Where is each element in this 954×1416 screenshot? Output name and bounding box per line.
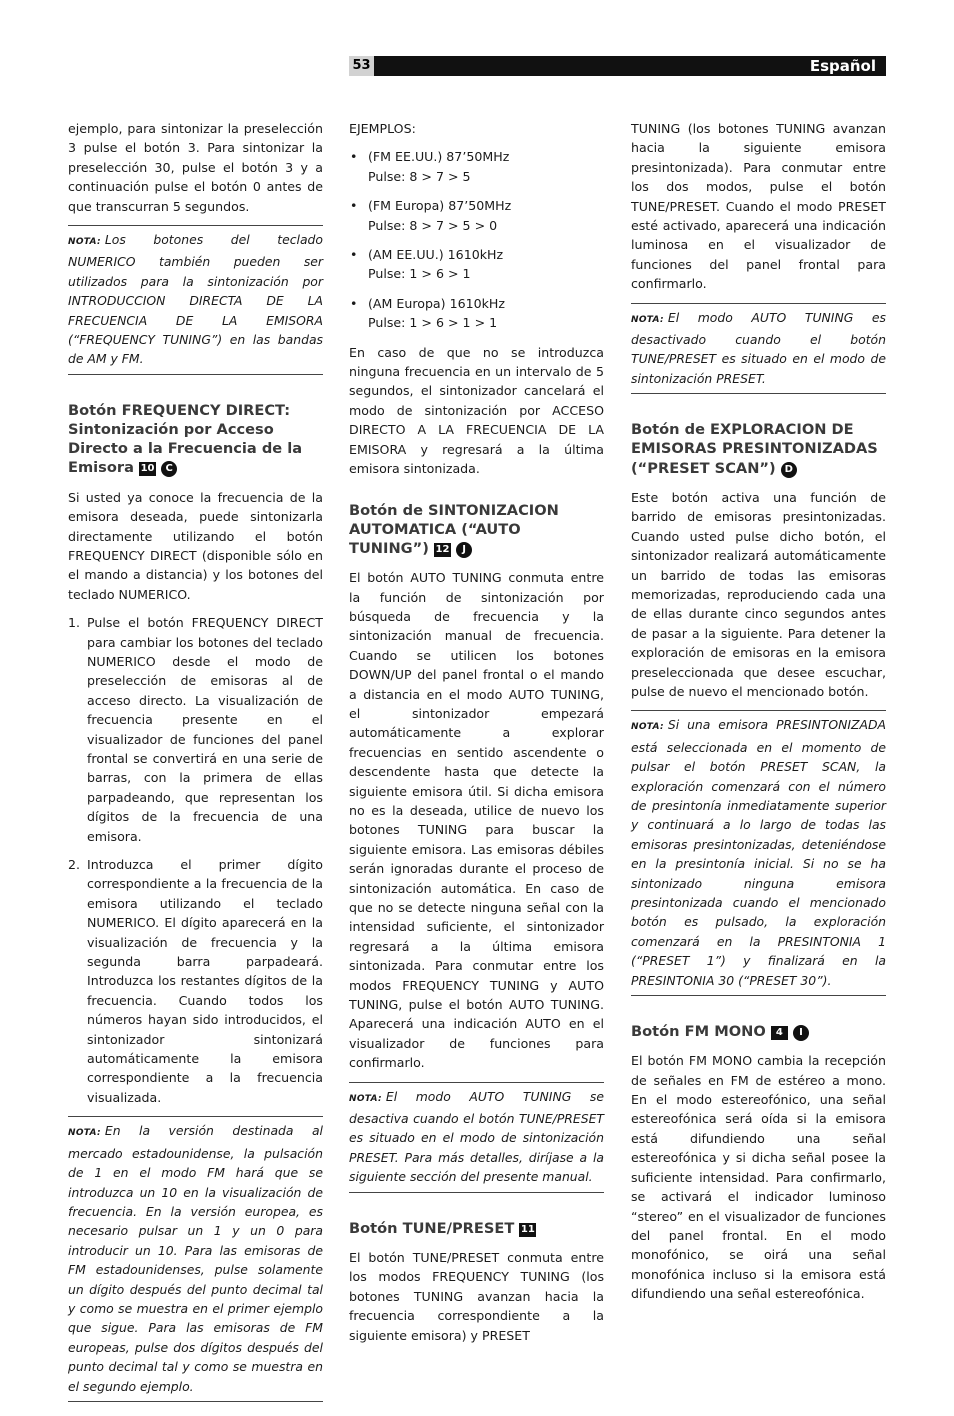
paragraph: El botón AUTO TUNING conmuta entre la función de sintonización por búsqueda de frecuencia y la sintonización manual de frecuencia. Cuando se utilicen los botones DOWN/UP del panel frontal o el mando a distancia en el modo AUTO TUNING, el sintonizador empezará automáticamente a explorar frecuencias en sentido ascendente o descendente hasta que detecte la siguiente emisora útil. Si dicha emisora no es la deseada, utilice de nuevo los botones TUNING para buscar la siguiente emisora. Las emisoras débiles serán ignoradas durante el proceso de sintonización automática. En caso de que no se detecte ninguna señal con la intensidad suficiente, el sintonizador regresará a la última emisora sintonizada. Para conmutar entre los modos FREQUENCY TUNING y AUTO TUNING, pulse el botón AUTO TUNING. Aparecerá una indicación AUTO en el visualizador de funciones para confirmarlo. [349, 570, 604, 1071]
heading-text: Botón FM MONO [631, 1023, 766, 1041]
section-heading-frequency-direct [68, 401, 323, 478]
paragraph: TUNING (los botones TUNING avanzan hacia la siguiente emisora presintonizada). Para conmutar entre los dos modos, pulse el botón TUNE/PRESET. Cuando el modo PRESET esté activado, aparecerá una indicación luminosa en el visualizador de funciones del panel frontal para confirmarlo. [631, 121, 886, 292]
square-number-badge: 4 [771, 1026, 788, 1040]
paragraph: Si usted ya conoce la frecuencia de la emisora deseada, puede sintonizarla directamente utilizando el botón FREQUENCY DIRECT (disponible sólo en el mando a distancia) y los botones del teclado NUMERICO. [68, 489, 323, 602]
bullet: • [350, 247, 358, 263]
bullet: • [350, 149, 358, 165]
note-text: En la versión destinada al mercado estadounidense, la pulsación de 1 en el modo FM hará que se introduzca un 10 en la visualización de frecuencia. En la versión europea, es necesario pulsar un 1 y un 0 para introducir un 10. Para las emisoras de FM estadounidenses, pulse solamente un dígito después del punto decimal tal y como se muestra en el primer ejemplo que sigue. Para las emisoras de FM europeas, pulse dos dígitos después del punto decimal tal y como se muestra en el segundo ejemplo. [68, 1123, 323, 1394]
circle-letter-badge: I [793, 1025, 809, 1041]
circle-letter-badge: D [781, 462, 797, 478]
example-sequence: Pulse: 1 > 6 > 1 > 1 [368, 315, 498, 331]
list-item [68, 613, 323, 846]
page-header [349, 56, 886, 76]
page-number: 53 [349, 56, 374, 76]
intro-paragraph: ejemplo, para sintonizar la preselección 3 pulse el botón 3. Para sintonizar la preselección 30, pulse el botón 3 y a continuación pulse el botón 0 antes de que transcurran 5 segundos. [68, 121, 323, 214]
list-item [349, 245, 604, 284]
note-label: NOTA: [349, 1093, 382, 1104]
note-box [68, 1116, 323, 1402]
circle-letter-badge: J [456, 542, 472, 558]
step-number: 1. [68, 615, 81, 631]
note-label: NOTA: [631, 722, 664, 733]
list-item [68, 855, 323, 1107]
square-number-badge: 12 [435, 543, 450, 555]
paragraph: El botón FM MONO cambia la recepción de señales en FM de estéreo a mono. En el modo estereofónico, una señal estereofónica será oída si la emisora está difundiendo una señal estereofónica y si dicha señal posee la suficiente intensidad. Para confirmarlo, se activará el indicador luminoso “stereo” en el visualizador de funciones del panel frontal. En el modo monofónico, se oirá una señal monofónica incluso si la emisora está difundiendo una señal estereofónica. [631, 1053, 886, 1302]
note-box [631, 303, 886, 395]
note-label: NOTA: [68, 237, 101, 248]
circle-letter-badge: C [161, 461, 177, 477]
list-item [349, 196, 604, 235]
steps-list [68, 613, 323, 1107]
note-label: NOTA: [631, 314, 664, 325]
heading-text: Botón FREQUENCY DIRECT: Sintonización por Acceso Directo a la Frecuencia de la Emisora [68, 401, 303, 477]
step-number: 2. [68, 857, 81, 872]
section-heading-fm-mono [631, 1022, 886, 1041]
bullet: • [350, 198, 358, 214]
note-text: El modo AUTO TUNING es desactivado cuando el botón TUNE/PRESET es situado en el modo de sintonización PRESET. [631, 309, 886, 386]
paragraph: El botón TUNE/PRESET conmuta entre los modos FREQUENCY TUNING (los botones TUNING avanzan hacia la frecuencia correspondiente a la siguiente emisora) y PRESET [349, 1249, 604, 1343]
note-text: El modo AUTO TUNING se desactiva cuando el botón TUNE/PRESET es situado en el modo de sintonización PRESET. Para más detalles, diríjase a la siguiente sección del presente manual. [349, 1088, 604, 1185]
note-text: Los botones del teclado NUMERICO también pueden ser utilizados para la sintonización por INTRODUCCION DIRECTA DE LA FRECUENCIA DE LA EMISORA (“FREQUENCY TUNING”) en las bandas de AM y FM. [68, 232, 323, 367]
example-title: (FM Europa) 87’50MHz [368, 198, 512, 214]
heading-text: Botón de EXPLORACION DE EMISORAS PRESINTONIZADAS (“PRESET SCAN”) [631, 421, 878, 477]
note-box [68, 225, 323, 375]
paragraph: Este botón activa una función de barrido de emisoras presintonizadas. Cuando usted pulse dicho botón, el sintonizador realizará automáticamente un barrido de todas las emisoras memorizadas, reproduciendo cada una de ellas durante cinco segundos antes de pasar a la siguiente. Para detener la exploración de emisoras en la emisora preseleccionada que desee escuchar, pulse de nuevo el mencionado botón. [631, 489, 886, 699]
heading-text: Botón de SINTONIZACION AUTOMATICA (“AUTO TUNING”) [349, 501, 559, 557]
note-text: Si una emisora PRESINTONIZADA está seleccionada en el momento de pulsar el botón PRESET SCAN, la exploración comenzará con el número de presintonía inmediatamente superior y continuará a lo largo de todas las emisoras presintonizadas, deteniéndose en la presintonía inicial. Si no se ha sintonizado ninguna emisora presintonizada cuando el mencionado botón es pulsado, la exploración comenzará en la PRESINTONIA 1 (“PRESET 1”) y finalizará en la PRESINTONIA 30 (“PRESET 30”). [631, 717, 886, 988]
note-box [349, 1082, 604, 1193]
examples-title: EJEMPLOS: [349, 121, 416, 136]
list-item [349, 147, 604, 186]
step-text: Introduzca el primer dígito correspondiente a la frecuencia de la emisora utilizando el teclado NUMERICO. El dígito aparecerá en la visualización de frecuencia y la segunda barra parpadeará. Introduzca los restantes dígitos de la frecuencia. Cuando todos los números hayan sido introducidos, el sintonizador sintonizará automáticamente la emisora correspondiente a la frecuencia visualizada. [87, 857, 323, 1105]
example-sequence: Pulse: 1 > 6 > 1 [368, 266, 471, 282]
step-text: Pulse el botón FREQUENCY DIRECT para cambiar los botones del teclado NUMERICO desde el modo de preselección de emisoras al de acceso directo. La visualización de frecuencia presente en el visualizador de funciones del panel frontal se convertirá en una serie de barras, con la primera de ellas parpadeando, que representan los dígitos de la frecuencia de una emisora. [87, 615, 323, 844]
heading-text: Botón TUNE/PRESET [349, 1219, 515, 1237]
square-number-badge: 11 [520, 1223, 535, 1235]
examples-list [349, 147, 604, 332]
example-title: (FM EE.UU.) 87’50MHz [368, 149, 510, 165]
example-title: (AM Europa) 1610kHz [368, 295, 505, 311]
column-3 [631, 119, 886, 1313]
example-sequence: Pulse: 8 > 7 > 5 > 0 [368, 217, 498, 233]
example-title: (AM EE.UU.) 1610kHz [368, 247, 504, 263]
section-heading-auto-tuning [349, 501, 604, 559]
square-number-badge: 10 [140, 463, 155, 475]
example-sequence: Pulse: 8 > 7 > 5 [368, 168, 471, 184]
section-heading-tune-preset [349, 1219, 604, 1238]
list-item [349, 294, 604, 333]
section-heading-preset-scan [631, 420, 886, 478]
paragraph: En caso de que no se introduzca ninguna frecuencia en un intervalo de 5 segundos, el sintonizador cancelará el modo de sintonización por ACCESO DIRECTO A LA FRECUENCIA DE LA EMISORA y regresará a la última emisora sintonizada. [349, 344, 604, 477]
column-1 [68, 119, 323, 1416]
language-label: Español [809, 57, 876, 75]
column-2 [349, 119, 604, 1354]
note-box [631, 710, 886, 996]
bullet: • [350, 295, 358, 311]
note-label: NOTA: [68, 1128, 101, 1139]
